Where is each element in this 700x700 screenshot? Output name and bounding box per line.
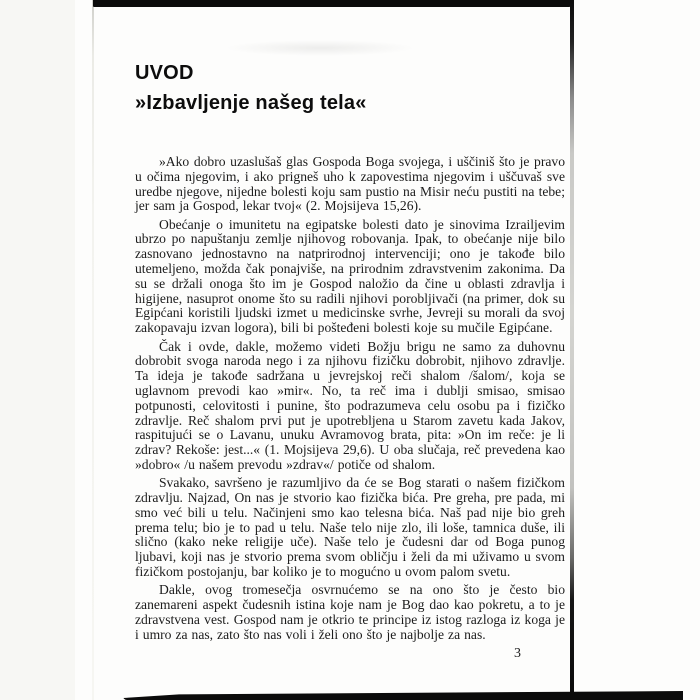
page-right-edge-line	[570, 0, 574, 697]
page-left-edge-shadow	[92, 0, 94, 700]
top-border-bar	[93, 0, 571, 7]
body-paragraph: Obećanje o imunitetu na egipatske bolesti dato je sinovima Izrailjevim ubrzo po napuštanju zemlje njihovog robovanja. Ipak, to obećanje nije bilo zasnovano jednostavno na natprirodnoj intervenciji; ono je takođe bilo utemeljeno, možda čak ponajviše, na prirodnim zdravstvenim zakonima. Da su se držali onoga što im je Gospod naložio da čine u oblasti zdravlja i higijene, nasuprot onome što su radili njihovi porobljivači (na primer, dok su Egipćani koristili ljudski izmet u medicinske svrhe, Jevreji su morali da svoj zakopavaju izvan logora), bili bi pošteđeni bolesti koje su mučile Egipćane.	[135, 216, 565, 336]
chapter-heading	[135, 58, 565, 118]
page-title: UVOD	[135, 62, 194, 84]
body-paragraph: Svakako, savršeno je razumljivo da će se Bog starati o našem fizičkom zdravlju. Najzad, On nas je stvorio kao fizička bića. Pre greha, pre pada, mi smo već bili u telu. Načinjeni smo kao telesna bića. Naš pad nije bio greh prema telu; bio je to pad u telu. Naše telo nije zlo, ili loše, tamnica duše, ili slično (kako neke religije uče). Naše telo je čudesni dar od Boga punog ljubavi, koji nas je stvorio prema svom obličju i želi da mi uživamo u svom fizičkom postojanju, bar koliko je to mogućno u ovom palom svetu.	[135, 475, 565, 580]
body-paragraph: »Ako dobro uzaslušaš glas Gospoda Boga svojega, i uščiniš što je pravo u očima njegovim, i ako prigneš uho k zapovestima njegovim i uščuvaš sve uredbe njegove, nijedne bolesti koju sam pustio na Misir neću pustiti na tebe; jer sam ja Gospod, lekar tvoj« (2. Mojsijeva 15,26).	[135, 154, 565, 214]
body-text	[135, 155, 565, 643]
page-content	[135, 58, 565, 662]
scan-smudge	[225, 40, 415, 56]
page-subtitle: »Izbavljenje našeg tela«	[135, 92, 367, 114]
page-number: 3	[514, 646, 521, 661]
body-paragraph: Dakle, ovog tromesečja osvrnućemo se na ono što je često bio zanemareni aspekt čudesnih istina koje nam je Bog dao kao pokretu, a to je zdravstvena vest. Gospod nam je otkrio te principe iz istog razloga iz koga je i umro za nas, zato što nas voli i želi ono što je najbolje za nas.	[135, 582, 565, 642]
body-paragraph: Čak i ovde, dakle, možemo videti Božju brigu ne samo za duhovnu dobrobit svoga naroda nego i za njihovu fizičku dobrobit, njihovo zdravlje. Ta ideja je takođe sadržana u jevrejskoj reči shalom /šalom/, koja se uglavnom prevodi kao »mir«. No, ta reč ima i dublji smisao, smisao potpunosti, celovitosti i punine, što podrazumeva celu osobu pa i fizičko zdravlje. Reč shalom prvi put je upotrebljena u Starom zavetu kada Jakov, raspitujući se o Lavanu, unuku Avramovog brata, pita: »On im reče: je li zdrav? Rekoše: jest...« (1. Mojsijeva 29,6). U oba slučaja, reč prevedena kao »dobro« /u našem prevodu »zdrav«/ potiče od shalom.	[135, 338, 565, 472]
